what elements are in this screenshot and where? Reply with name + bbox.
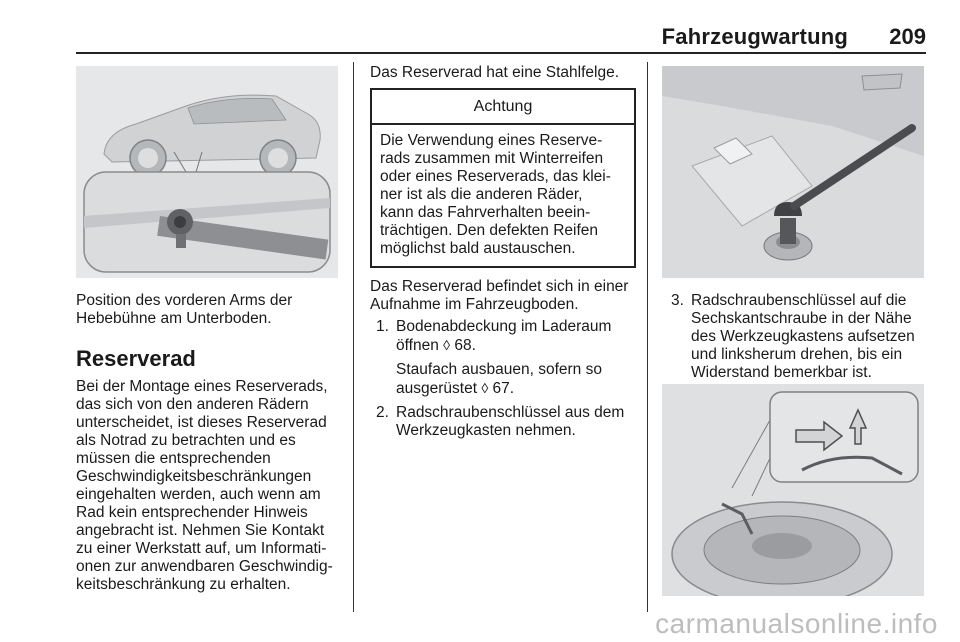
page-ref-icon: ◊ <box>481 380 489 396</box>
figure-lift-position <box>76 66 338 278</box>
warning-line: oder eines Reserverads, das klei- <box>380 168 611 185</box>
intro-line: Das Reserverad hat eine Stahlfelge. <box>370 64 620 81</box>
warning-title: Achtung <box>372 90 634 125</box>
column-1-text <box>76 292 346 594</box>
step-line: Radschraubenschlüssel auf die <box>691 292 907 309</box>
paragraph-line: das sich von den anderen Rädern <box>76 396 309 413</box>
paragraph-line: unterscheidet, ist dieses Reserverad <box>76 414 327 431</box>
paragraph-line: als Notrad zu betrachten und es <box>76 432 296 449</box>
page-header <box>76 22 926 52</box>
step-line-ref <box>396 379 636 398</box>
figure-caption-line: Hebebühne am Unterboden. <box>76 310 272 327</box>
column-3-text <box>665 292 927 382</box>
figure-spare-wheel <box>662 384 924 596</box>
column-divider-1 <box>353 62 354 612</box>
step-line: des Werkzeugkastens aufsetzen <box>691 328 915 345</box>
page-number: 209 <box>889 24 926 49</box>
page-ref-icon: ◊ <box>443 337 451 353</box>
step-number: 1. <box>376 318 389 335</box>
step-1-note <box>370 361 636 398</box>
column-divider-2 <box>647 62 648 612</box>
column-2-text <box>370 64 636 440</box>
step-line: Staufach ausbauen, sofern so <box>396 361 602 378</box>
step-line-ref <box>396 336 636 355</box>
header-title: Fahrzeugwartung <box>661 24 848 49</box>
warning-line: kann das Fahrverhalten beein- <box>380 204 591 221</box>
paragraph-line: Bei der Montage eines Reserverads, <box>76 378 328 395</box>
figure-caption-line: Position des vorderen Arms der <box>76 292 293 309</box>
step-number: 2. <box>376 404 389 421</box>
step-line: Radschraubenschlüssel aus dem <box>396 404 625 421</box>
step-number: 3. <box>671 292 684 309</box>
paragraph-line: müssen die entsprechenden <box>76 450 271 467</box>
paragraph-line: onen zur anwendbaren Geschwindig- <box>76 558 333 575</box>
step-line: Bodenabdeckung im Laderaum <box>396 318 612 335</box>
header-rule <box>76 52 926 54</box>
page-ref-link[interactable]: 67. <box>492 380 515 397</box>
paragraph-line: Rad kein entsprechender Hinweis <box>76 504 308 521</box>
watermark: carmanualsonline.info <box>655 608 938 639</box>
step-2 <box>370 404 636 440</box>
paragraph-line: zu einer Werkstatt auf, um Informati- <box>76 540 327 557</box>
warning-box <box>370 88 636 268</box>
warning-line: rads zusammen mit Winterreifen <box>380 150 604 167</box>
warning-line: Die Verwendung eines Reserve- <box>380 132 603 149</box>
paragraph-line: eingehalten werden, auch wenn am <box>76 486 321 503</box>
step-3 <box>665 292 927 382</box>
page-ref-link[interactable]: 68. <box>454 337 476 354</box>
step-line: ausgerüstet <box>396 380 477 397</box>
warning-line: ner ist als die anderen Räder, <box>380 186 583 203</box>
paragraph-line: angebracht ist. Nehmen Sie Kontakt <box>76 522 325 539</box>
warning-line: trächtigen. Den defekten Reifen <box>380 222 598 239</box>
step-line: öffnen <box>396 337 439 354</box>
step-line: Sechskantschraube in der Nähe <box>691 310 912 327</box>
warning-body <box>372 125 634 266</box>
step-line: Werkzeugkasten nehmen. <box>396 422 576 439</box>
warning-line: möglichst bald austauschen. <box>380 240 576 257</box>
paragraph-line: keitsbeschränkung zu erhalten. <box>76 576 291 593</box>
step-1 <box>370 318 636 355</box>
section-title-reserverad: Reserverad <box>76 346 196 371</box>
figure-wrench-on-bolt <box>662 66 924 278</box>
location-line: Das Reserverad befindet sich in einer <box>370 278 629 295</box>
step-line: Widerstand bemerkbar ist. <box>691 364 872 381</box>
step-line: und linksherum drehen, bis ein <box>691 346 903 363</box>
paragraph-line: Geschwindigkeitsbeschränkungen <box>76 468 312 485</box>
location-line: Aufnahme im Fahrzeugboden. <box>370 296 579 313</box>
